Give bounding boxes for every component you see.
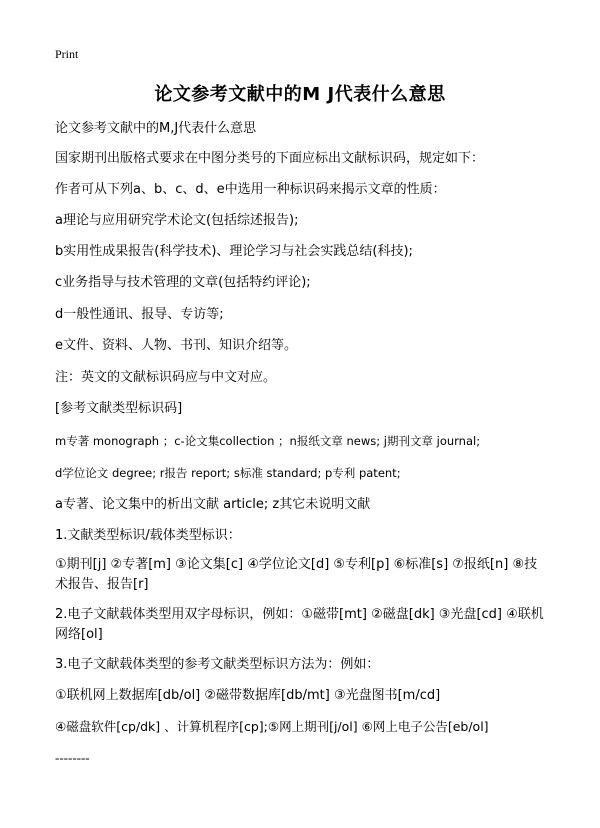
- section-heading: 3.电子文献载体类型的参考文献类型标识方法为：例如：: [55, 657, 380, 672]
- subtitle-line: 论文参考文献中的M,J代表什么意思: [55, 121, 257, 136]
- list-item: c业务指导与技术管理的文章(包括特约评论);: [55, 275, 311, 290]
- section-heading: 1.文献类型标识/载体类型标识：: [55, 528, 241, 543]
- list-item: e文件、资料、人物、书刊、知识介绍等。: [55, 338, 297, 353]
- print-link[interactable]: Print: [55, 47, 79, 61]
- code-list-line: ④磁盘软件[cp/dk] 、计算机程序[cp];⑤网上期刊[j/ol] ⑥网上电子公告[eb/ol]: [55, 719, 489, 734]
- code-list-line: 2.电子文献载体类型用双字母标识，例如：①磁带[mt] ②磁盘[dk] ③光盘[cd] ④联机网络[ol]: [55, 607, 544, 642]
- paragraph-line: 国家期刊出版格式要求在中图分类号的下面应标出文献标识码，规定如下：: [55, 151, 485, 166]
- separator: --------: [55, 750, 90, 765]
- code-list-line: ①期刊[j] ②专著[m] ③论文集[c] ④学位论文[d] ⑤专利[p] ⑥标准[s] ⑦报纸[n] ⑧技术报告、报告[r]: [55, 557, 538, 592]
- list-item: b实用性成果报告(科学技术)、理论学习与社会实践总结(科技);: [55, 244, 413, 259]
- code-definition-line: d学位论文 degree; r报告 report; s标准 standard; p专利 patent;: [55, 466, 401, 480]
- list-item: d一般性通讯、报导、专访等;: [55, 307, 224, 322]
- code-list-line: ①联机网上数据库[db/ol] ②磁带数据库[db/mt] ③光盘图书[m/cd]: [55, 688, 441, 703]
- code-definition-line: m专著 monograph ；c-论文集collection ；n报纸文章 news; j期刊文章 journal;: [55, 434, 481, 448]
- list-item: a理论与应用研究学术论文(包括综述报告);: [55, 213, 299, 228]
- section-heading: [参考文献类型标识码]: [55, 401, 183, 416]
- note-line: 注：英文的文献标识码应与中文对应。: [55, 370, 277, 385]
- paragraph-line: 作者可从下列a、b、c、d、e中选用一种标识码来揭示文章的性质：: [55, 182, 446, 197]
- page-title: 论文参考文献中的M J代表什么意思: [154, 84, 446, 105]
- code-definition-line: a专著、论文集中的析出文献 article; z其它未说明文献: [55, 497, 371, 512]
